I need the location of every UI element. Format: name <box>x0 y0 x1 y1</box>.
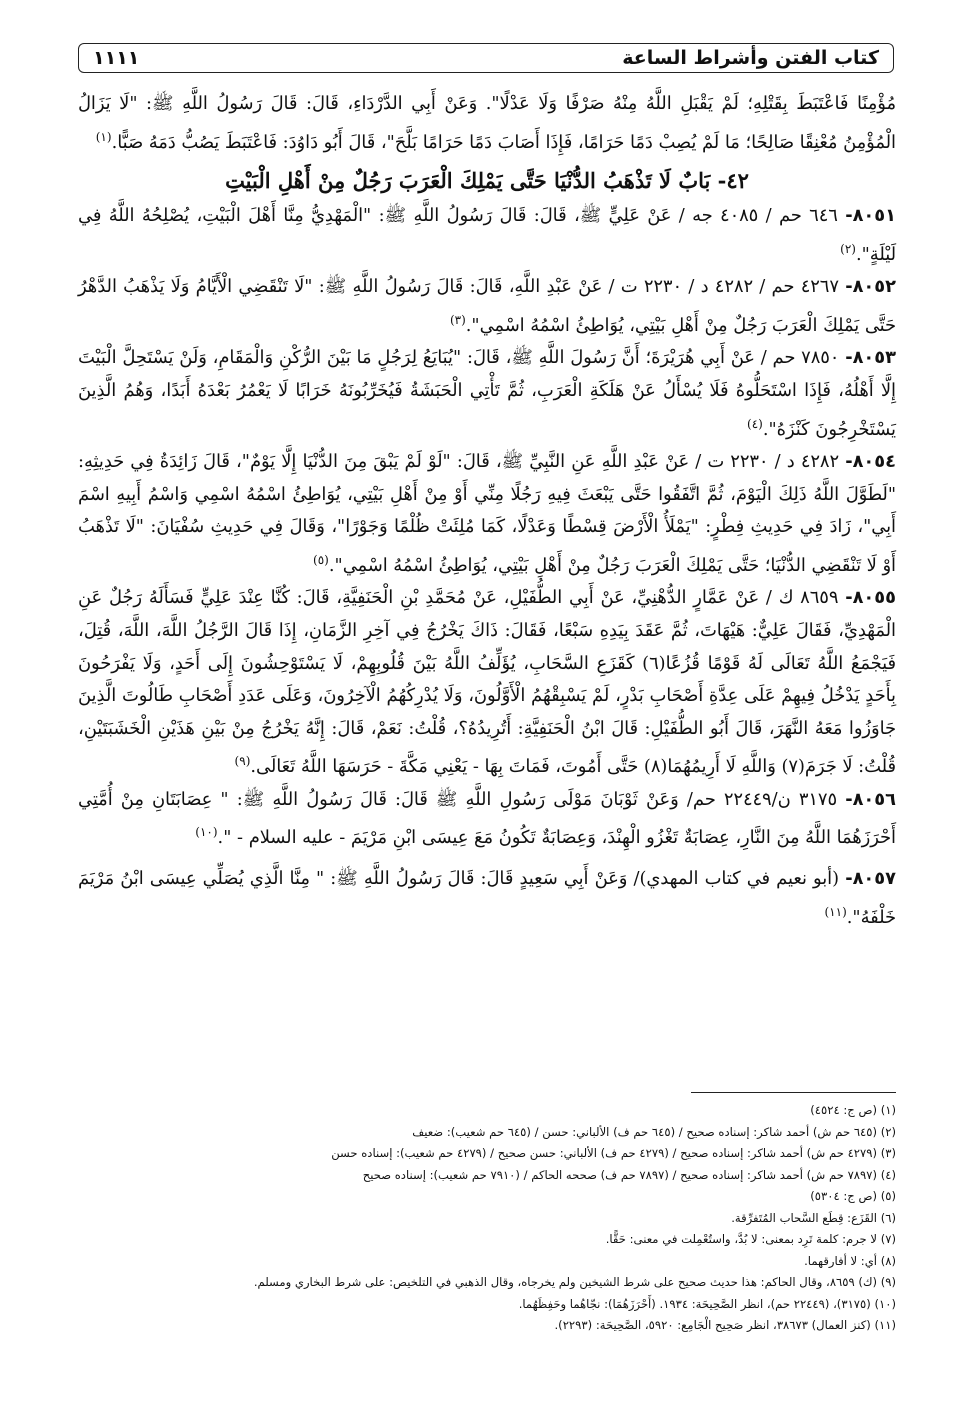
hadith-number: ٨٠٥٢- <box>845 276 896 298</box>
footnote-2: (٢) (٦٤٥ حم ش) أحمد شاكر: إسناده صحيح / (٦٤٥ حم ف) الألباني: حسن / (٦٤٥ حم شعيب): ضعيف <box>412 1124 896 1139</box>
hadith-8055 <box>78 582 896 783</box>
footnote-ref: (٢) <box>840 241 856 256</box>
footnote-11: (١١) (كنز العمال) ٣٨٦٧٣، انظر صَحِيح الْجَامِع: ٥٩٢٠، الصَّحِيحَة: (٢٢٩٣). <box>554 1318 896 1332</box>
footnote-10: (١٠) (٣١٧٥)، (٢٢٤٤٩ حم)، انظر الصَّحِيحَة: ١٩٣٤. (أَحْرَزَهُمَا): نجّاهُما وحَفِظَهُما. <box>518 1296 896 1311</box>
page-number: ١١١١ <box>93 47 140 69</box>
footnote-ref: (٥) <box>313 552 329 567</box>
hadith-text: ٤٢٨٢ د / ٢٢٣٠ ت / عَنْ عَبْدِ اللَّهِ عَنِ النَّبِيِّ ﷺ، قَالَ: "لَوْ لَمْ يَبْقَ مِنَ الدُّنْيَا إِلَّا يَوْمٌ"، قَالَ زَائِدَةُ فِي حَدِيثِهِ: "لَطَوَّلَ اللَّهُ ذَلِكَ الْيَوْمَ، ثُمَّ اتَّفَقُوا حَتَّى يَبْعَثَ فِيهِ رَجُلًا مِنِّي أَوْ مِنْ أَهْلِ بَيْتِي، يُوَاطِئُ اسْمُهُ اسْمِي وَاسْمُ أَبِيهِ اسْمَ أَبِي"، زَادَ فِي حَدِيثِ فِطْرٍ: "يَمْلَأُ الْأَرْضَ قِسْطًا وَعَدْلًا، كَمَا مُلِئَتْ ظُلْمًا وَجَوْرًا"، وَقَالَ فِي حَدِيثِ سُفْيَانَ: "لَا تَذْهَبُ أَوْ لَا تَنْقَضِي الدُّنْيَا؛ حَتَّى يَمْلِكَ الْعَرَبَ رَجُلٌ مِنْ أَهْلِ بَيْتِي، يُوَاطِئُ اسْمُهُ اسْمِي". <box>78 451 896 576</box>
intro-paragraph <box>78 88 896 159</box>
hadith-text: ٦٤٦ حم / ٤٠٨٥ جه / عَنْ عَلِيٍّ ﷺ، قَالَ: قَالَ رَسُولُ اللَّهِ ﷺ: "الْمَهْدِيُّ مِنَّا أَهْلَ الْبَيْتِ، يُصْلِحُهُ اللَّهُ فِي لَيْلَةٍ". <box>78 205 896 265</box>
intro-text: مُؤْمِنًا فَاعْتَبَطَ بِقَتْلِهِ؛ لَمْ يَقْبَلِ اللَّهُ مِنْهُ صَرْفًا وَلَا عَدْلًا". وَعَنْ أَبِي الدَّرْدَاءِ، قَالَ: قَالَ رَسُولُ اللَّهِ ﷺ: "لَا يَزَالُ الْمُؤْمِنُ مُعْنِقًا صَالِحًا؛ مَا لَمْ يُصِبْ دَمًا حَرَامًا، فَإِذَا أَصَابَ دَمًا حَرَامًا بَلَّحَ"، قَالَ أَبُو دَاوُدَ: فَاعْتَبَطَ يَصُبُّ دَمَهُ صَبًّا. <box>78 93 896 153</box>
hadith-8053 <box>78 342 896 446</box>
hadith-text: ٨٦٥٩ ك / عَنْ عَمَّارٍ الدُّهْنِيِّ، عَنْ أَبِي الطُّفَيْلِ، عَنْ مُحَمَّدِ بْنِ الْحَنَفِيَّةِ، قَالَ: كُنَّا عِنْدَ عَلِيٍّ فَسَأَلَهُ رَجُلٌ عَنِ الْمَهْدِيِّ، فَقَالَ عَلِيٌّ: هَيْهَاتَ، ثُمَّ عَقَدَ بِيَدِهِ سَبْعًا، فَقَالَ: ذَاكَ يَخْرُجُ فِي آخِرِ الزَّمَانِ، إِذَا قَالَ الرَّجُلُ اللَّهَ، اللَّهَ، قُتِلَ، فَيَجْمَعُ اللَّهُ تَعَالَى لَهُ قَوْمًا قُزُعًا(٦) كَقَزَعِ السَّحَابِ، يُؤَلِّفُ اللَّهُ بَيْنَ قُلُوبِهِمْ، لَا يَسْتَوْحِشُونَ إِلَى أَحَدٍ، وَلَا يَفْرَحُونَ بِأَحَدٍ يَدْخُلُ فِيهِمْ عَلَى عِدَّةِ أَصْحَابِ بَدْرٍ، لَمْ يَسْبِقْهُمُ الْأَوَّلُونَ، وَلَا يُدْرِكُهُمُ الْآخِرُونَ، وَعَلَى عَدَدِ أَصْحَابِ طَالُوتَ الَّذِينَ جَاوَزُوا مَعَهُ النَّهَرَ، قَالَ أَبُو الطُّفَيْلِ: قَالَ ابْنُ الْحَنَفِيَّةِ: أَتُرِيدُهُ؟، قُلْتُ: نَعَمْ، قَالَ: إِنَّهُ يَخْرُجُ مِنْ بَيْنِ هَذَيْنِ الْخَشَبَتَيْنِ، قُلْتُ: لَا جَرَمَ(٧) وَاللَّهِ لَا أَرِيمُهُمَا(٨) حَتَّى أَمُوتَ، فَمَاتَ بِهَا - يَعْنِي مَكَّةَ - حَرَسَهَا اللَّهُ تَعَالَى. <box>78 587 896 778</box>
hadith-text: ٣١٧٥ ن/٢٢٤٤٩ حم/ وَعَنْ ثَوْبَانَ مَوْلَى رَسُولِ اللَّهِ ﷺ قَالَ: قَالَ رَسُولُ اللَّهِ ﷺ: " عِصَابَتَانِ مِنْ أُمَّتِي أَحْرَزَهُمَا اللَّهُ مِنَ النَّارِ، عِصَابَةٌ تَغْزُو الْهِنْدَ، وَعِصَابَةٌ تَكُونُ مَعَ عِيسَى ابْنِ مَرْيَمَ - عليه السلام - ". <box>78 788 896 849</box>
footnote-1: (١) (ص ج: ٤٥٢٤) <box>810 1103 896 1117</box>
hadith-8057 <box>78 863 896 934</box>
footnote-3: (٣) (٤٢٧٩ حم ش) أحمد شاكر: إسناده صحيح / (٤٢٧٩ حم ف) الألباني: حسن صحيح / (٤٢٧٩ حم شعيب): إسناده حسن <box>331 1146 896 1160</box>
chapter-title: ٤٢- بَابٌ لَا تَذْهَبُ الدُّنْيَا حَتَّى يَمْلِكَ الْعَرَبَ رَجُلٌ مِنْ أَهْلِ الْبَيْتِ <box>225 168 749 194</box>
footnote-divider <box>691 1092 896 1093</box>
footnote-ref: (١) <box>95 129 112 144</box>
hadith-number: ٨٠٥٥- <box>845 587 896 609</box>
footnote-6: (٦) القَزَع: قِطَع السَّحاب المُتَفرِّقة. <box>731 1210 896 1225</box>
hadith-number: ٨٠٥١- <box>845 205 896 227</box>
footnote-5: (٥) (ص ج: ٥٣٠٤) <box>810 1189 896 1203</box>
footnotes <box>78 1100 896 1337</box>
hadith-8056 <box>78 784 896 855</box>
footnote-8: (٨) أي: لا أفارقهما. <box>804 1253 896 1268</box>
footnote-9: (٩) (ك) ٨٦٥٩، وقال الحاكم: هذا حديث صحيح على شرط الشيخين ولم يخرجاه، وقال الذهبي في التلخيص: على شرط البخاري ومسلم. <box>253 1275 896 1289</box>
book-title: كتاب الفتن وأشراط الساعة <box>622 47 879 69</box>
hadith-8054 <box>78 446 896 582</box>
hadith-number: ٨٠٥٣- <box>845 347 896 369</box>
hadith-8052 <box>78 271 896 342</box>
footnote-ref: (٤) <box>747 416 763 431</box>
footnote-ref: (٩) <box>234 754 251 769</box>
hadith-text: ٤٢٦٧ حم / ٤٢٨٢ د / ٢٢٣٠ ت / عَنْ عَبْدِ اللَّهِ، قَالَ: قَالَ رَسُولُ اللَّهِ ﷺ: "لَا تَنْقَضِي الْأَيَّامُ وَلَا يَذْهَبُ الدَّهْرُ حَتَّى يَمْلِكَ الْعَرَبَ رَجُلٌ مِنْ أَهْلِ بَيْتِي، يُوَاطِئُ اسْمُهُ اسْمِي". <box>78 276 896 336</box>
page-body <box>78 88 896 934</box>
footnote-7: (٧) لا جرم: كلمة تَرِد بمعنى: لا بُدَّ، واستُعْمِلت في معنى: حَقًّا. <box>605 1232 896 1246</box>
hadith-number: ٨٠٥٦- <box>845 788 896 810</box>
footnote-ref: (١١) <box>824 904 847 919</box>
page-header <box>78 43 894 73</box>
hadith-text: (أبو نعيم في كتاب المهدي)/ وَعَنْ أَبِي سَعِيدٍ قَالَ: قَالَ رَسُولُ اللَّهِ ﷺ: " مِنَّا الَّذِي يُصَلِّي عِيسَى ابْنُ مَرْيَمَ خَلْفَهُ". <box>78 867 896 928</box>
hadith-number: ٨٠٥٧- <box>845 867 896 889</box>
footnote-ref: (١٠) <box>195 825 218 840</box>
footnote-ref: (٣) <box>449 312 466 327</box>
footnote-4: (٤) (٧٨٩٧ حم ش) أحمد شاكر: إسناده صحيح / (٧٨٩٧ حم ف) صححه الحاكم / (٧٩١٠ حم شعيب): إسناده صحيح <box>362 1167 896 1182</box>
hadith-number: ٨٠٥٤- <box>845 451 896 473</box>
hadith-8051 <box>78 200 896 271</box>
hadith-text: ٧٨٥٠ حم / عَنْ أَبِي هُرَيْرَةَ؛ أَنَّ رَسُولَ اللَّهِ ﷺ، قَالَ: "يُبَايَعُ لِرَجُلٍ مَا بَيْنَ الرُّكْنِ وَالْمَقَامِ، وَلَنْ يَسْتَحِلَّ الْبَيْتَ إِلَّا أَهْلُهُ، فَإِذَا اسْتَحَلُّوهُ فَلَا يُسْأَلُ عَنْ هَلَكَةِ الْعَرَبِ، ثُمَّ تَأْتِي الْحَبَشَةُ فَيُخَرِّبُونَهُ خَرَابًا لَا يَعْمُرُ بَعْدَهُ أَبَدًا، وَهُمُ الَّذِينَ يَسْتَخْرِجُونَ كَنْزَهُ". <box>78 347 896 440</box>
